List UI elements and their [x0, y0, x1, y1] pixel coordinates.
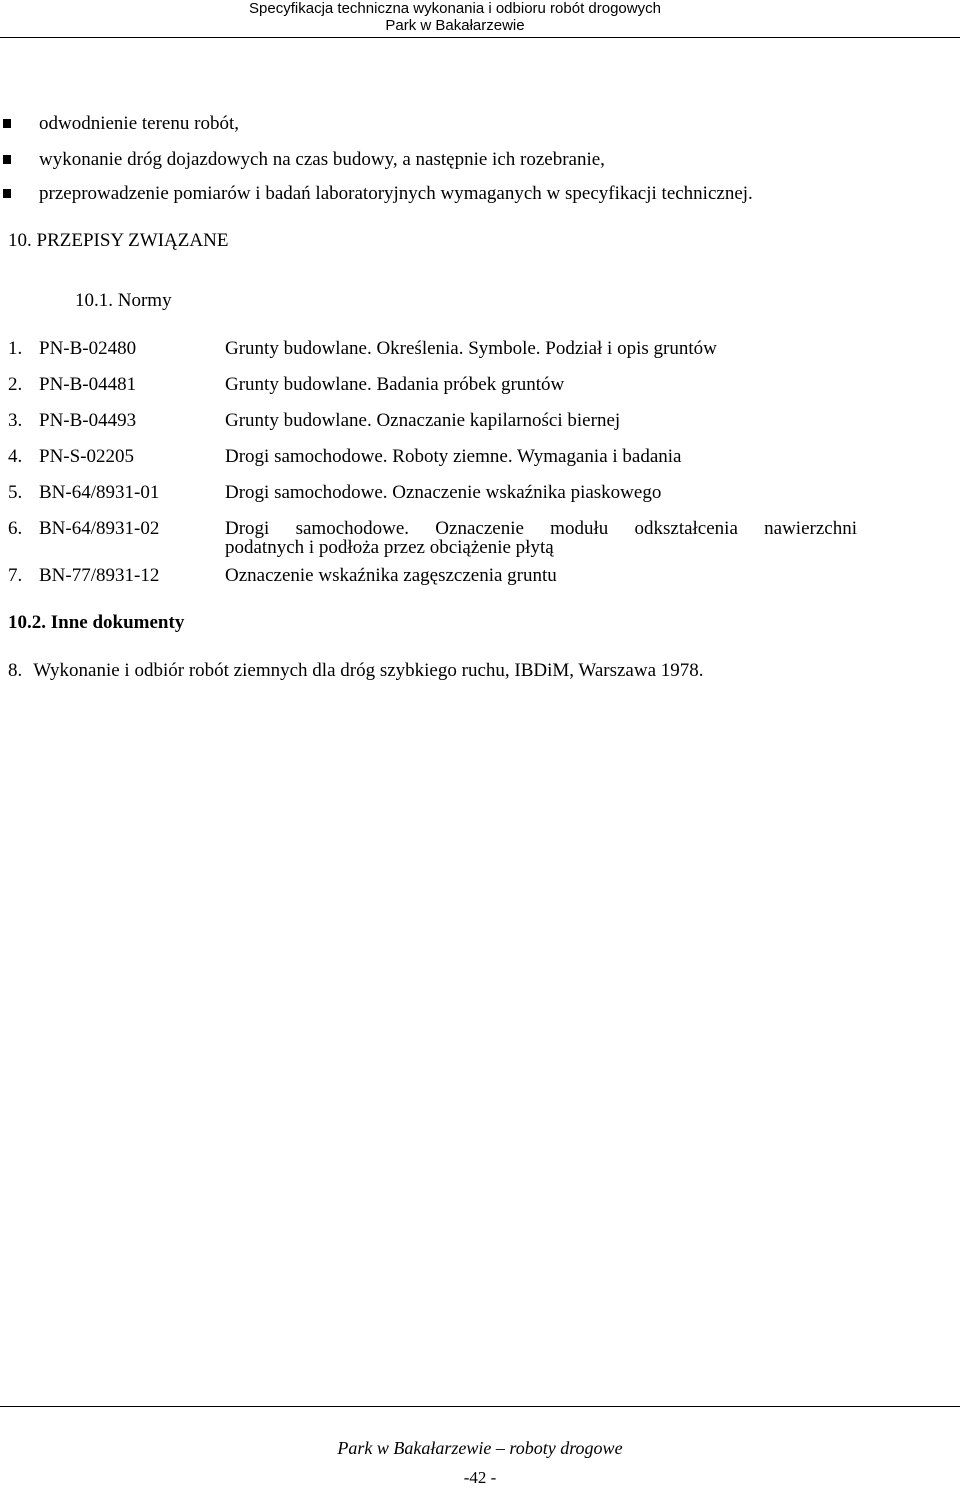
norm-code: BN-64/8931-01 — [39, 482, 160, 503]
norm-code: BN-64/8931-02 — [39, 518, 160, 539]
subsection-heading: 10.2. Inne dokumenty — [8, 612, 185, 633]
norm-code: PN-B-02480 — [39, 338, 137, 359]
norm-title: Grunty budowlane. Określenia. Symbole. Podział i opis gruntów — [225, 338, 717, 359]
header-divider — [0, 37, 960, 38]
norm-title: Grunty budowlane. Oznaczanie kapilarności biernej — [225, 410, 621, 431]
square-bullet-icon — [3, 119, 11, 128]
norm-title: Oznaczenie wskaźnika zagęszczenia gruntu — [225, 565, 557, 586]
section-heading: 10. PRZEPISY ZWIĄZANE — [8, 230, 229, 251]
norm-title: Drogi samochodowe. Roboty ziemne. Wymagania i badania — [225, 446, 682, 467]
other-document-item: 8. Wykonanie i odbiór robót ziemnych dla dróg szybkiego ruchu, IBDiM, Warszawa 1978. — [8, 660, 704, 681]
square-bullet-icon — [3, 189, 11, 198]
header-title: Specyfikacja techniczna wykonania i odbioru robót drogowych — [249, 0, 661, 17]
square-bullet-icon — [3, 155, 11, 164]
norm-code: PN-B-04481 — [39, 374, 137, 395]
norm-code: PN-S-02205 — [39, 446, 135, 467]
norm-code: BN-77/8931-12 — [39, 565, 160, 586]
norm-code: PN-B-04493 — [39, 410, 137, 431]
footer-title: Park w Bakałarzewie – roboty drogowe — [337, 1438, 623, 1458]
subsection-heading: 10.1. Normy — [75, 290, 172, 311]
page-number: -42 - — [463, 1468, 497, 1487]
norm-title: Grunty budowlane. Badania próbek gruntów — [225, 374, 565, 395]
norm-title: Drogi samochodowe. Oznaczenie wskaźnika piaskowego — [225, 482, 662, 503]
footer-divider — [0, 1406, 960, 1407]
header-subtitle: Park w Bakałarzewie — [385, 17, 525, 34]
norm-title: Drogi samochodowe. Oznaczenie modułu odkształcenia nawierzchni podatnych i podłoża przez obciążenie płytą — [225, 518, 857, 558]
